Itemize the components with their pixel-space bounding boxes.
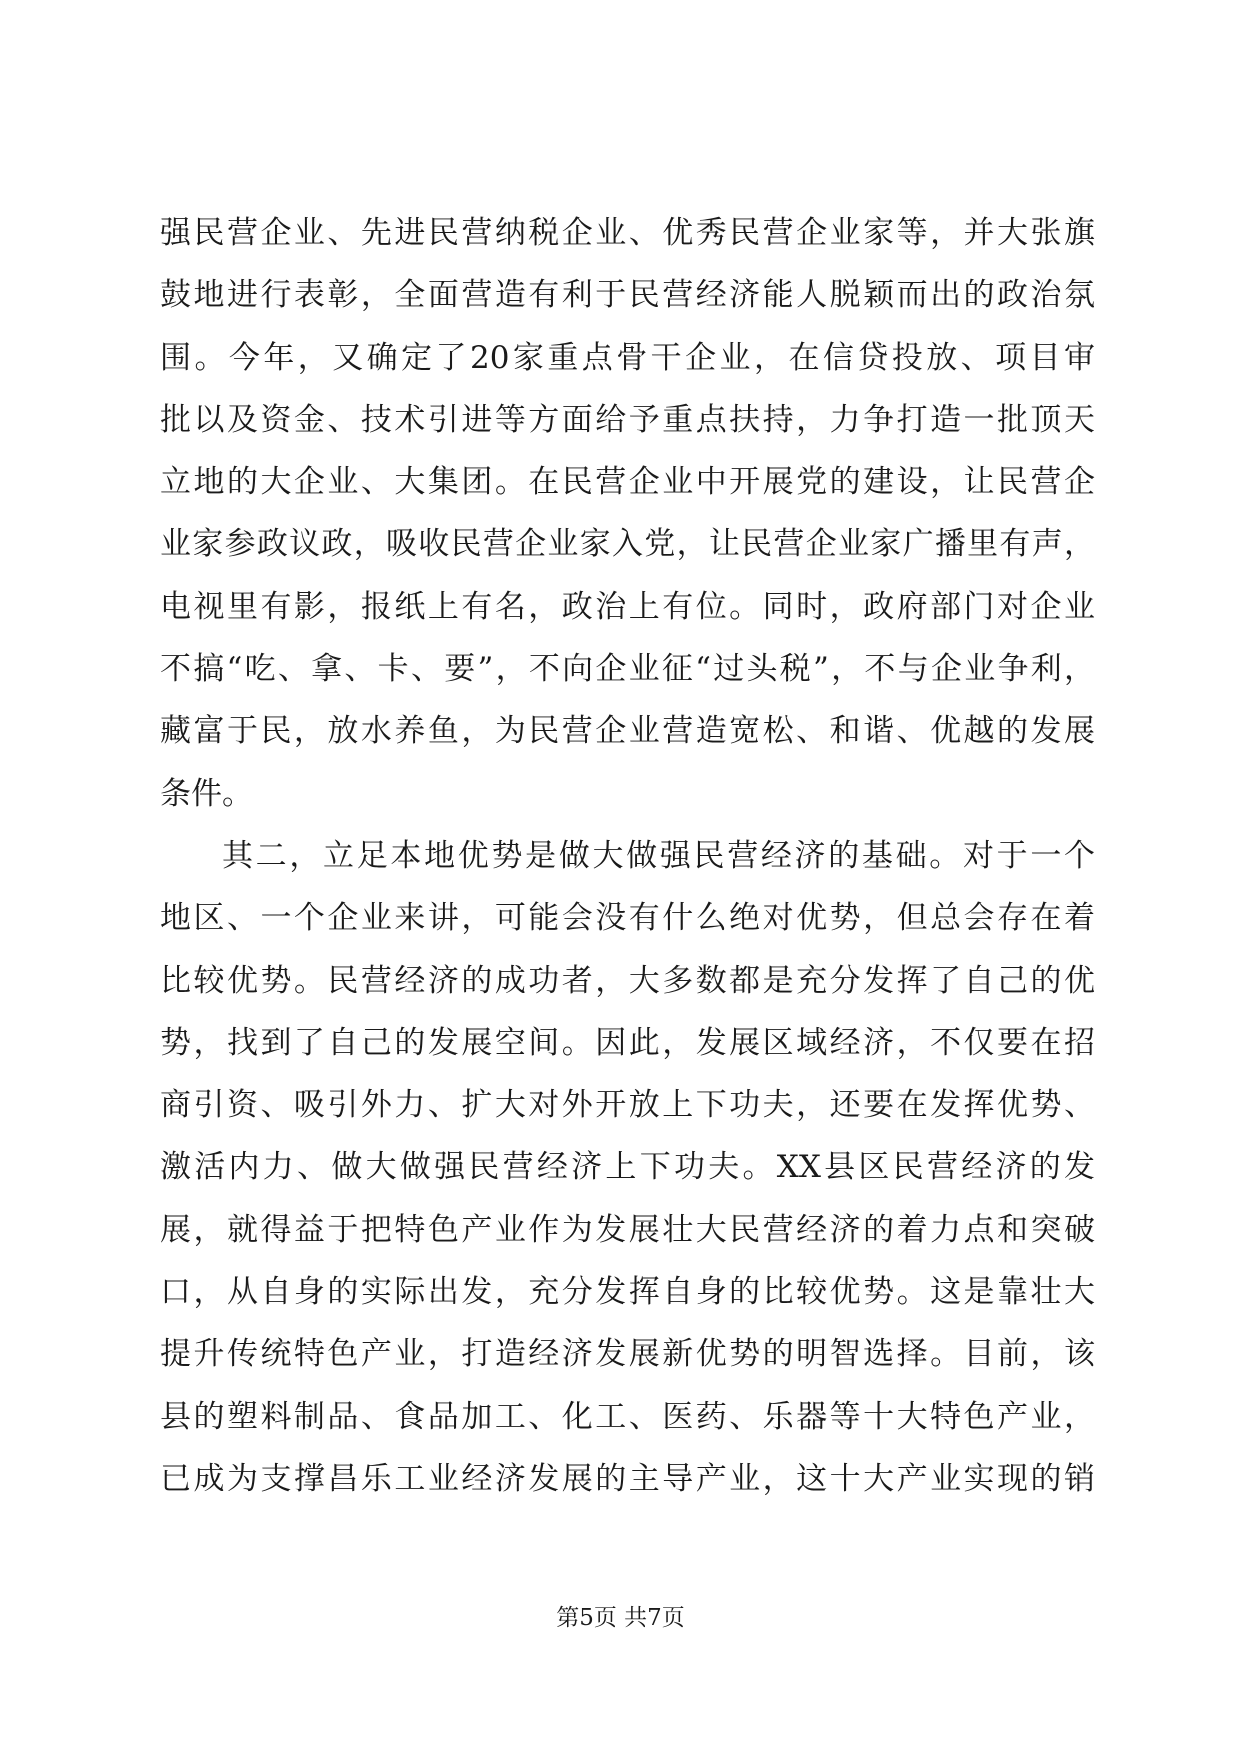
text-line: 地区、一个企业来讲，可能会没有什么绝对优势，但总会存在着 [160,900,1095,937]
text-line: 不搞“吃、拿、卡、要”，不向企业征“过头税”，不与企业争利， [160,651,1095,688]
text-line: 县的塑料制品、食品加工、化工、医药、乐器等十大特色产业， [160,1398,1095,1435]
text-line: 比较优势。民营经济的成功者，大多数都是充分发挥了自己的优 [160,962,1095,999]
text-line: 条件。 [160,775,253,812]
text-line: 强民营企业、先进民营纳税企业、优秀民营企业家等，并大张旗 [160,215,1095,251]
text-line: 藏富于民，放水养鱼，为民营企业营造宽松、和谐、优越的发展 [160,713,1095,750]
text-line: 电视里有影，报纸上有名，政治上有位。同时，政府部门对企业 [160,588,1095,625]
text-line: 势，找到了自己的发展空间。因此，发展区域经济，不仅要在招 [160,1024,1095,1061]
text-line: 口，从自身的实际出发，充分发挥自身的比较优势。这是靠壮大 [160,1274,1095,1311]
text-line: 提升传统特色产业，打造经济发展新优势的明智选择。目前，该 [160,1336,1095,1373]
text-line: 已成为支撑昌乐工业经济发展的主导产业，这十大产业实现的销 [160,1460,1095,1497]
body-text [160,202,1095,1510]
text-line: 激活内力、做大做强民营经济上下功夫。XX县区民营经济的发 [160,1149,1095,1186]
text-line: 展，就得益于把特色产业作为发展壮大民营经济的着力点和突破 [160,1211,1095,1248]
text-line: 立地的大企业、大集团。在民营企业中开展党的建设，让民营企 [160,464,1095,501]
text-line: 鼓地进行表彰，全面营造有利于民营经济能人脱颖而出的政治氛 [160,277,1095,314]
text-line: 批以及资金、技术引进等方面给予重点扶持，力争打造一批顶天 [160,401,1095,438]
text-line: 业家参政议政，吸收民营企业家入党，让民营企业家广播里有声， [160,526,1095,563]
page-number-footer: 第5页 共7页 [556,1605,685,1631]
text-line: 商引资、吸引外力、扩大对外开放上下功夫，还要在发挥优势、 [160,1087,1095,1124]
paragraph-first-line: 其二，立足本地优势是做大做强民营经济的基础。对于一个 [222,837,1095,874]
text-line: 围。今年，又确定了20家重点骨干企业，在信贷投放、项目审 [160,339,1095,376]
